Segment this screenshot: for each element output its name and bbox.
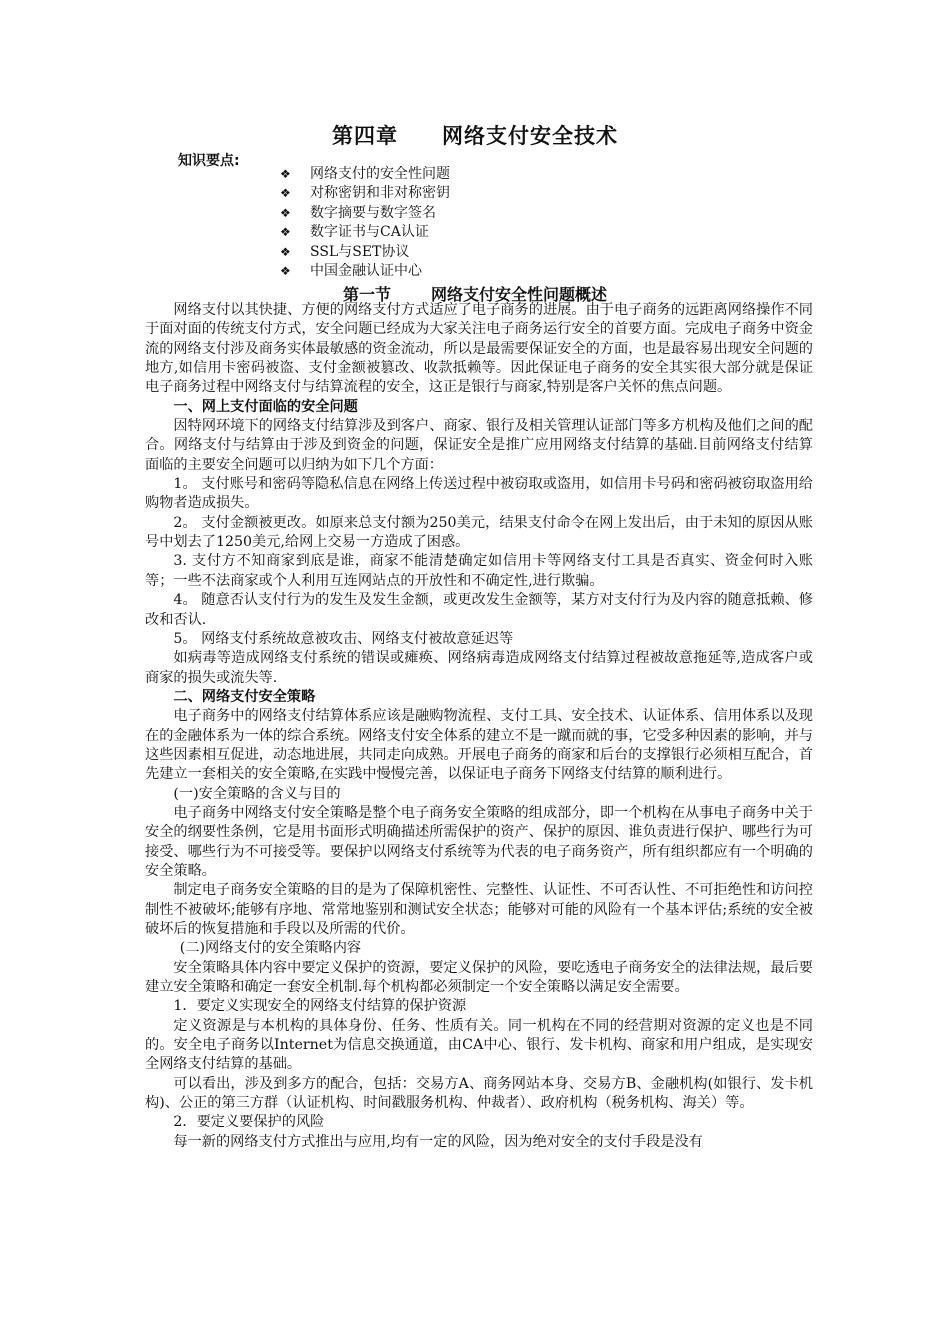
key-point-item: ❖ 对称密钥和非对称密钥	[280, 184, 450, 203]
key-point-item: ❖ 数字证书与CA认证	[280, 223, 450, 242]
paragraph: 1。 支付账号和密码等隐私信息在网络上传送过程中被窃取或盗用，如信用卡号码和密码被窃取盗用给购物者造成损失。	[145, 476, 813, 512]
chapter-name: 网络支付安全技术	[442, 124, 618, 148]
paragraph: 安全策略具体内容中要定义保护的资源，要定义保护的风险，要吃透电子商务安全的法律法规，最后要建立安全策略和确定一套安全机制.每个机构都必须制定一个安全策略以满足安全需要。	[145, 959, 813, 996]
paragraph: 电子商务中网络支付安全策略是整个电子商务安全策略的组成部分，即一个机构在从事电子商务中关于安全的纲要性条例，它是用书面形式明确描述所需保护的资产、保护的原因、谁负责进行保护、哪些行为可接受、哪些行为不可接受等。要保护以网络支付系统等为代表的电子商务资产，所有组织都应有一个明确的安全策略。	[145, 804, 813, 879]
numbered-heading: 2．要定义要保护的风险	[173, 1114, 325, 1131]
section-number: 第一节	[342, 285, 391, 304]
sub-subheading: (一)安全策略的含义与目的	[173, 785, 341, 802]
paragraph: 每一新的网络支付方式推出与应用,均有一定的风险，因为绝对安全的支付手段是没有	[173, 1133, 703, 1150]
paragraph: 因特网环境下的网络支付结算涉及到客户、商家、银行及相关管理认证部门等多方机构及他们之间的配合。网络支付与结算由于涉及到资金的问题，保证安全是推广应用网络支付结算的基础.目前网络支付结算面临的主要安全问题可以归纳为如下几个方面：	[145, 418, 813, 473]
key-point-item: ❖ 中国金融认证中心	[280, 262, 450, 281]
paragraph: 网络支付以其快捷、方便的网络支付方式适应了电子商务的进展。由于电子商务的远距离网络操作不同于面对面的传统支付方式，安全问题已经成为大家关注电子商务运行安全的首要方面。完成电子商务中资金流的网络支付涉及商务实体最敏感的资金流动，所以是最需要保证安全的方面，也是最容易出现安全问题的地方,如信用卡密码被盗、支付金额被篡改、收款抵赖等。因此保证电子商务的安全其实很大部分就是保证电子商务过程中网络支付与结算流程的安全，这正是银行与商家,特别是客户关怀的焦点问题。	[145, 302, 813, 396]
section-name: 网络支付安全性问题概述	[431, 285, 608, 304]
paragraph: 4。 随意否认支付行为的发生及发生金额，或更改发生金额等，某方对支付行为及内容的随意抵赖、修改和否认.	[145, 592, 813, 628]
subheading: 一、网上支付面临的安全问题	[173, 398, 358, 415]
paragraph: 2。 支付金额被更改。如原来总支付额为250美元，结果支付命令在网上发出后，由于未知的原因从账号中划去了1250美元,给网上交易一方造成了困惑。	[145, 514, 813, 551]
diamond-bullet-icon: ❖	[280, 225, 291, 240]
diamond-bullet-icon: ❖	[280, 167, 291, 181]
key-point-item: ❖ 网络支付的安全性问题	[280, 165, 450, 184]
diamond-bullet-icon: ❖	[280, 205, 291, 220]
chapter-title	[0, 120, 950, 150]
key-points-label: 知识要点:	[178, 153, 240, 169]
paragraph: 5。 网络支付系统故意被攻击、网络支付被故意延迟等	[173, 630, 514, 647]
diamond-bullet-icon: ❖	[280, 244, 291, 259]
sub-subheading: (二)网络支付的安全策略内容	[179, 940, 362, 957]
paragraph: 3. 支付方不知商家到底是谁，商家不能清楚确定如信用卡等网络支付工具是否真实、资金何时入账等；一些不法商家或个人利用互连网站点的开放性和不确定性,进行欺骗。	[145, 553, 813, 589]
key-point-item: ❖ SSL与SET协议	[280, 243, 450, 262]
key-point-item: ❖ 数字摘要与数字签名	[280, 204, 450, 223]
body-text	[145, 301, 813, 1152]
subheading: 二、网络支付安全策略	[173, 688, 316, 705]
numbered-heading: 1．要定义实现安全的网络支付结算的保护资源	[173, 998, 467, 1015]
paragraph: 可以看出，涉及到多方的配合，包括：交易方A、商务网站本身、交易方B、金融机构(如银行、发卡机构)、公正的第三方群（认证机构、时间戳服务机构、仲裁者）、政府机构（税务机构、海关）等。	[145, 1075, 813, 1112]
paragraph: 如病毒等造成网络支付系统的错误或瘫痪、网络病毒造成网络支付结算过程被故意拖延等,造成客户或商家的损失或流失等.	[145, 650, 813, 686]
paragraph: 制定电子商务安全策略的目的是为了保障机密性、完整性、认证性、不可否认性、不可拒绝性和访问控制性不被破坏;能够有序地、常常地鉴别和测试安全状态；能够对可能的风险有一个基本评估;系统的安全被破坏后的恢复措施和手段以及所需的代价。	[145, 882, 813, 937]
chapter-number: 第四章	[332, 124, 398, 148]
paragraph: 定义资源是与本机构的具体身份、任务、性质有关。同一机构在不同的经营期对资源的定义也是不同的。安全电子商务以Internet为信息交换通道，由CA中心、银行、发卡机构、商家和用户组成，是实现安全网络支付结算的基础。	[145, 1017, 813, 1073]
key-points-list	[280, 165, 450, 281]
diamond-bullet-icon: ❖	[280, 186, 291, 201]
paragraph: 电子商务中的网络支付结算体系应该是融购物流程、支付工具、安全技术、认证体系、信用体系以及现在的金融体系为一体的综合系统。网络支付安全体系的建立不是一蹴而就的事，它受多种因素的影响，并与这些因素相互促进，动态地进展，共同走向成熟。开展电子商务的商家和后台的支撑银行必须相互配合，首先建立一套相关的安全策略,在实践中慢慢完善，以保证电子商务下网络支付结算的顺利进行。	[145, 708, 813, 783]
diamond-bullet-icon: ❖	[280, 264, 291, 279]
